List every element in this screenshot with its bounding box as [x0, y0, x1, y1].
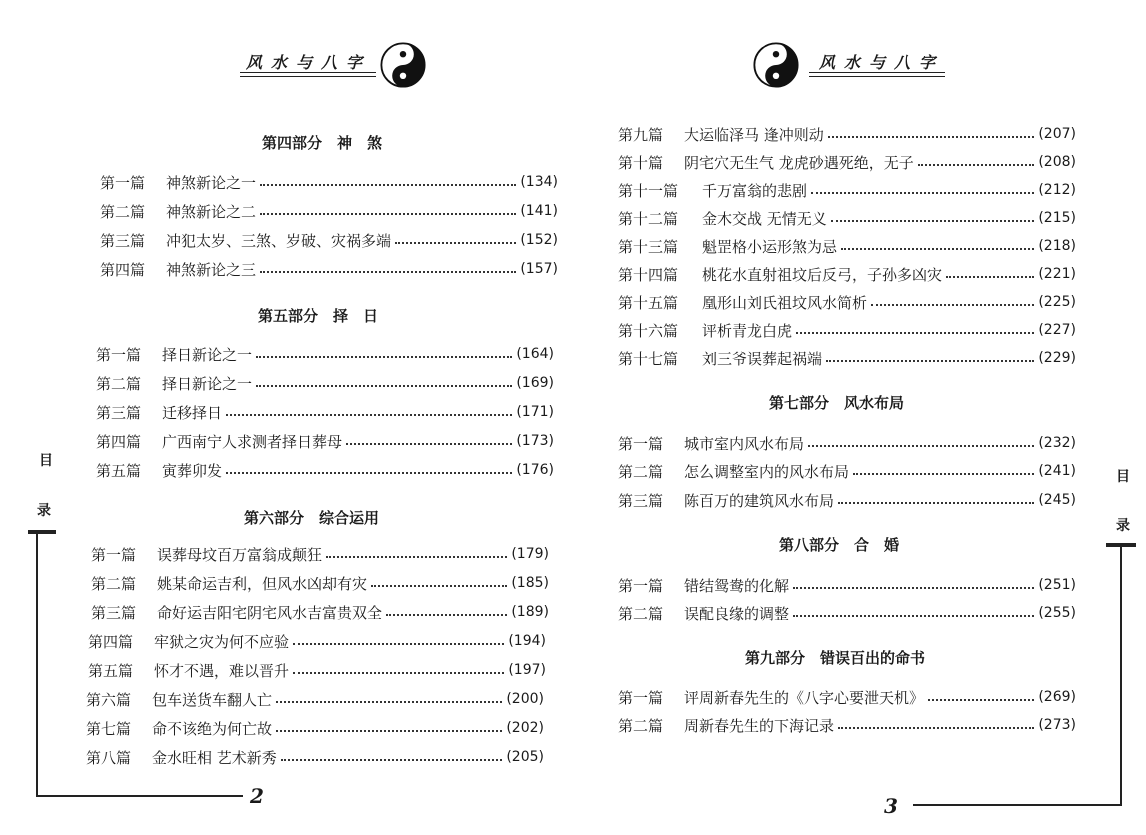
- toc-row[interactable]: [88, 659, 546, 681]
- toc-page: (273): [1038, 717, 1076, 733]
- section-title-7: 第七部分 风水布局: [769, 394, 905, 412]
- section-title-6: 第六部分 综合运用: [244, 509, 380, 527]
- toc-num: 第十四篇: [618, 265, 679, 284]
- toc-page: (207): [1038, 126, 1076, 142]
- toc-num: 第十七篇: [618, 349, 679, 368]
- toc-leader: [256, 385, 512, 387]
- toc-leader: [826, 360, 1034, 362]
- toc-page: (227): [1038, 322, 1076, 338]
- toc-leader: [928, 699, 1034, 701]
- toc-title: 金水旺相 艺术新秀: [152, 748, 277, 767]
- toc-page: (232): [1038, 435, 1076, 451]
- toc-num: 第二篇: [91, 574, 137, 593]
- toc-num: 第十六篇: [618, 321, 679, 340]
- toc-page: (152): [520, 232, 558, 248]
- toc-leader: [276, 730, 502, 732]
- toc-leader: [293, 672, 504, 674]
- toc-page: (241): [1038, 463, 1076, 479]
- toc-page: (157): [520, 261, 558, 277]
- section-title-4: 第四部分 神 煞: [262, 134, 383, 152]
- toc-row[interactable]: [618, 686, 1076, 708]
- toc-leader: [276, 701, 502, 703]
- section-title-9: 第九部分 错误百出的命书: [745, 649, 926, 667]
- header-rule: [809, 72, 945, 77]
- toc-row[interactable]: [88, 630, 546, 652]
- toc-leader: [346, 443, 512, 445]
- toc-row[interactable]: [100, 200, 558, 222]
- toc-leader: [796, 332, 1034, 334]
- toc-page: (179): [511, 546, 549, 562]
- toc-title: 阴宅穴无生气 龙虎砂遇死绝，无子: [684, 153, 914, 172]
- toc-leader: [256, 356, 512, 358]
- toc-row[interactable]: [618, 291, 1076, 313]
- toc-title: 魁罡格小运形煞为忌: [702, 237, 838, 256]
- toc-num: 第十五篇: [618, 293, 679, 312]
- toc-row[interactable]: [618, 151, 1076, 173]
- toc-title: 凰形山刘氏祖坟风水简析: [702, 293, 868, 312]
- toc-title: 桃花水直射祖坟后反弓，子孙多凶灾: [702, 265, 943, 284]
- toc-page: (185): [511, 575, 549, 591]
- toc-title: 神煞新论之二: [166, 202, 257, 221]
- toc-title: 迁移择日: [162, 403, 223, 422]
- toc-page: (171): [516, 404, 554, 420]
- toc-page: (134): [520, 174, 558, 190]
- toc-num: 第五篇: [88, 661, 134, 680]
- toc-row[interactable]: [618, 574, 1076, 596]
- side-label-mu: 目: [39, 453, 53, 469]
- toc-leader: [293, 643, 504, 645]
- toc-title: 误配良缘的调整: [684, 604, 790, 623]
- toc-title: 包车送货车翻人亡: [152, 690, 273, 709]
- frame-bottom-line: [36, 795, 243, 797]
- side-label-lu: 录: [37, 503, 51, 519]
- toc-title: 寅葬卯发: [162, 461, 223, 480]
- toc-title: 怎么调整室内的风水布局: [684, 462, 850, 481]
- toc-title: 刘三爷误葬起祸端: [702, 349, 823, 368]
- toc-num: 第三篇: [618, 491, 664, 510]
- toc-page: (269): [1038, 689, 1076, 705]
- toc-num: 第一篇: [618, 576, 664, 595]
- toc-row[interactable]: [91, 543, 549, 565]
- taiji-icon: [380, 42, 426, 88]
- side-label-lu: 录: [1116, 518, 1130, 534]
- toc-leader: [946, 276, 1034, 278]
- toc-page: (208): [1038, 154, 1076, 170]
- toc-page: (200): [506, 691, 544, 707]
- toc-leader: [838, 502, 1034, 504]
- toc-num: 第十二篇: [618, 209, 679, 228]
- section-title-8: 第八部分 合 婚: [779, 536, 900, 554]
- toc-page: (169): [516, 375, 554, 391]
- toc-num: 第十三篇: [618, 237, 679, 256]
- toc-page: (173): [516, 433, 554, 449]
- toc-leader: [281, 759, 503, 761]
- toc-num: 第二篇: [618, 462, 664, 481]
- toc-num: 第五篇: [96, 461, 142, 480]
- toc-num: 第二篇: [100, 202, 146, 221]
- toc-row[interactable]: [91, 601, 549, 623]
- toc-page: (215): [1038, 210, 1076, 226]
- frame-tab: [28, 530, 56, 534]
- toc-num: 第九篇: [618, 125, 664, 144]
- toc-leader: [811, 192, 1034, 194]
- toc-title: 牢狱之灾为何不应验: [154, 632, 290, 651]
- toc-row[interactable]: [618, 319, 1076, 341]
- toc-num: 第四篇: [100, 260, 146, 279]
- toc-num: 第一篇: [618, 434, 664, 453]
- toc-row[interactable]: [618, 179, 1076, 201]
- toc-num: 第十篇: [618, 153, 664, 172]
- toc-row[interactable]: [618, 235, 1076, 257]
- header-title: 风水与八字: [819, 53, 945, 72]
- toc-title: 广西南宁人求测者择日葬母: [162, 432, 343, 451]
- toc-num: 第三篇: [100, 231, 146, 250]
- toc-page: (194): [508, 633, 546, 649]
- toc-row[interactable]: [96, 372, 554, 394]
- toc-title: 择日新论之一: [162, 374, 253, 393]
- toc-leader: [260, 184, 516, 186]
- toc-page: (189): [511, 604, 549, 620]
- toc-num: 第一篇: [91, 545, 137, 564]
- toc-row[interactable]: [618, 123, 1076, 145]
- toc-leader: [326, 556, 507, 558]
- frame-vertical-line: [1120, 543, 1122, 805]
- toc-page: (212): [1038, 182, 1076, 198]
- toc-leader: [838, 727, 1034, 729]
- toc-page: (225): [1038, 294, 1076, 310]
- toc-num: 第八篇: [86, 748, 132, 767]
- toc-row[interactable]: [96, 430, 554, 452]
- toc-title: 姚某命运吉利，但风水凶却有灾: [157, 574, 368, 593]
- toc-row[interactable]: [618, 489, 1076, 511]
- toc-title: 评析青龙白虎: [702, 321, 793, 340]
- page-number: 3: [884, 794, 898, 818]
- toc-row[interactable]: [100, 258, 558, 280]
- toc-num: 第十一篇: [618, 181, 679, 200]
- toc-row[interactable]: [96, 343, 554, 365]
- toc-page: (205): [506, 749, 544, 765]
- toc-title: 命好运吉阳宅阴宅风水吉富贵双全: [157, 603, 383, 622]
- frame-bottom-line: [913, 804, 1122, 806]
- section-title-5: 第五部分 择 日: [258, 307, 379, 325]
- toc-title: 神煞新论之一: [166, 173, 257, 192]
- toc-leader: [808, 445, 1034, 447]
- toc-page: (245): [1038, 492, 1076, 508]
- toc-title: 怀才不遇，难以晋升: [154, 661, 290, 680]
- toc-page: (202): [506, 720, 544, 736]
- toc-num: 第二篇: [618, 716, 664, 735]
- toc-num: 第三篇: [96, 403, 142, 422]
- toc-title: 陈百万的建筑风水布局: [684, 491, 835, 510]
- toc-num: 第六篇: [86, 690, 132, 709]
- toc-row[interactable]: [86, 746, 544, 768]
- side-label-mu: 目: [1116, 469, 1130, 485]
- toc-page: (255): [1038, 605, 1076, 621]
- toc-leader: [395, 242, 516, 244]
- toc-page: (197): [508, 662, 546, 678]
- toc-page: (141): [520, 203, 558, 219]
- toc-leader: [828, 136, 1035, 138]
- toc-row[interactable]: [96, 401, 554, 423]
- toc-leader: [841, 248, 1034, 250]
- toc-row[interactable]: [86, 688, 544, 710]
- toc-page: (229): [1038, 350, 1076, 366]
- toc-page: (218): [1038, 238, 1076, 254]
- toc-num: 第四篇: [88, 632, 134, 651]
- toc-row[interactable]: [86, 717, 544, 739]
- header-rule: [240, 72, 376, 77]
- toc-title: 择日新论之一: [162, 345, 253, 364]
- toc-num: 第一篇: [618, 688, 664, 707]
- toc-row[interactable]: [618, 714, 1076, 736]
- toc-num: 第三篇: [91, 603, 137, 622]
- toc-leader: [793, 615, 1034, 617]
- toc-row[interactable]: [100, 171, 558, 193]
- toc-title: 命不该绝为何亡故: [152, 719, 273, 738]
- toc-title: 金木交战 无情无义: [702, 209, 827, 228]
- toc-row[interactable]: [618, 207, 1076, 229]
- toc-leader: [831, 220, 1035, 222]
- toc-num: 第二篇: [96, 374, 142, 393]
- toc-row[interactable]: [618, 460, 1076, 482]
- toc-row[interactable]: [618, 347, 1076, 369]
- toc-leader: [853, 473, 1034, 475]
- page-number: 2: [250, 784, 264, 808]
- toc-num: 第一篇: [96, 345, 142, 364]
- toc-page: (164): [516, 346, 554, 362]
- toc-leader: [226, 414, 512, 416]
- toc-page: (221): [1038, 266, 1076, 282]
- toc-title: 冲犯太岁、三煞、岁破、灾祸多端: [166, 231, 392, 250]
- toc-row[interactable]: [100, 229, 558, 251]
- toc-num: 第四篇: [96, 432, 142, 451]
- toc-row[interactable]: [618, 263, 1076, 285]
- toc-title: 评周新春先生的《八字心要泄天机》: [684, 688, 925, 707]
- header-title: 风水与八字: [246, 53, 372, 72]
- toc-title: 大运临泽马 逢冲则动: [684, 125, 824, 144]
- toc-leader: [260, 271, 516, 273]
- toc-leader: [371, 585, 507, 587]
- toc-row[interactable]: [618, 602, 1076, 624]
- toc-leader: [260, 213, 516, 215]
- toc-title: 城市室内风水布局: [684, 434, 805, 453]
- toc-page: (251): [1038, 577, 1076, 593]
- toc-page: (176): [516, 462, 554, 478]
- toc-title: 错结鸳鸯的化解: [684, 576, 790, 595]
- toc-leader: [793, 587, 1034, 589]
- toc-row[interactable]: [618, 432, 1076, 454]
- toc-num: 第二篇: [618, 604, 664, 623]
- toc-num: 第一篇: [100, 173, 146, 192]
- toc-leader: [871, 304, 1034, 306]
- right-page: [573, 0, 1146, 835]
- toc-num: 第七篇: [86, 719, 132, 738]
- taiji-icon: [753, 42, 799, 88]
- toc-title: 误葬母坟百万富翁成颠狂: [157, 545, 323, 564]
- toc-leader: [386, 614, 507, 616]
- toc-leader: [226, 472, 512, 474]
- toc-leader: [918, 164, 1035, 166]
- toc-row[interactable]: [91, 572, 549, 594]
- toc-row[interactable]: [96, 459, 554, 481]
- toc-title: 千万富翁的悲剧: [702, 181, 808, 200]
- toc-title: 神煞新论之三: [166, 260, 257, 279]
- toc-title: 周新春先生的下海记录: [684, 716, 835, 735]
- frame-vertical-line: [36, 530, 38, 796]
